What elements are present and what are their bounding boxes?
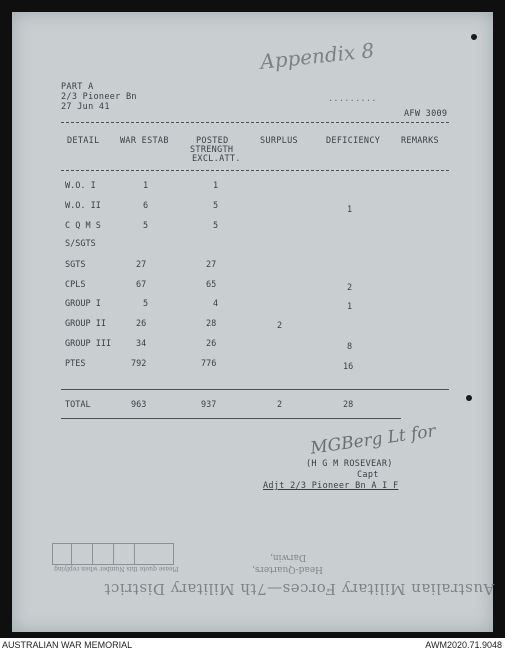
column-header-posted-2: STRENGTH — [190, 145, 234, 155]
signatory-rank: Capt — [357, 470, 379, 480]
total-war-estab: 963 — [131, 400, 147, 410]
total-rule-top — [61, 389, 449, 390]
archive-accession-number: AWM2020.71.9048 — [425, 640, 502, 650]
cell-deficiency: 2 — [347, 283, 353, 293]
table-row — [12, 201, 493, 213]
cell-posted: 5 — [213, 201, 219, 211]
unit-name: 2/3 Pioneer Bn — [61, 92, 137, 102]
table-row — [12, 359, 493, 371]
table-row — [12, 239, 493, 251]
reverse-number-boxes — [52, 543, 174, 565]
cell-deficiency: 1 — [347, 302, 353, 312]
column-header-deficiency: DEFICIENCY — [326, 136, 381, 146]
part-label: PART A — [61, 82, 94, 92]
cell-detail: W.O. II — [65, 201, 101, 211]
cell-posted: 4 — [213, 299, 219, 309]
cell-war-estab: 67 — [136, 280, 147, 290]
cell-war-estab: 1 — [143, 181, 149, 191]
reverse-print-small: Please quote this Number when replying — [54, 565, 179, 572]
cell-surplus: 2 — [277, 321, 283, 331]
table-row — [12, 280, 493, 292]
signatory-name: (H G M ROSEVEAR) — [306, 459, 393, 469]
total-row — [12, 400, 493, 412]
document-date: 27 Jun 41 — [61, 102, 110, 112]
cell-war-estab: 34 — [136, 339, 147, 349]
document-page — [12, 12, 493, 632]
table-row — [12, 299, 493, 311]
cell-war-estab: 6 — [143, 201, 149, 211]
cell-war-estab: 792 — [131, 359, 147, 369]
cell-posted: 27 — [206, 260, 217, 270]
cell-posted: 1 — [213, 181, 219, 191]
cell-detail: PTES — [65, 359, 86, 369]
cell-detail: GROUP I — [65, 299, 101, 309]
table-row — [12, 221, 493, 233]
signatory-role: Adjt 2/3 Pioneer Bn A I F — [263, 481, 399, 491]
reverse-print-city: Darwin, — [270, 552, 307, 562]
table-row — [12, 319, 493, 331]
cell-deficiency: 1 — [347, 205, 353, 215]
cell-war-estab: 27 — [136, 260, 147, 270]
table-row — [12, 181, 493, 193]
column-header-surplus: SURPLUS — [260, 136, 298, 146]
table-row — [12, 339, 493, 351]
cell-war-estab: 26 — [136, 319, 147, 329]
cell-detail: W.O. I — [65, 181, 96, 191]
dotted-leader: ......... — [328, 94, 377, 104]
column-header-remarks: REMARKS — [401, 136, 439, 146]
cell-detail: GROUP II — [65, 319, 106, 329]
cell-posted: 26 — [206, 339, 217, 349]
total-deficiency: 28 — [343, 400, 354, 410]
cell-deficiency: 16 — [343, 362, 354, 372]
cell-deficiency: 8 — [347, 342, 353, 352]
header-rule-top — [61, 122, 449, 123]
signature: MGBerg Lt for — [309, 421, 437, 459]
total-surplus: 2 — [277, 400, 283, 410]
column-header-posted-1: POSTED — [196, 136, 229, 146]
total-rule-bottom — [61, 418, 401, 419]
handwritten-title: Appendix 8 — [259, 38, 376, 74]
archive-name: AUSTRALIAN WAR MEMORIAL — [2, 640, 133, 650]
reverse-print-hq: Head-Quarters, — [252, 564, 323, 574]
total-posted: 937 — [201, 400, 217, 410]
form-number: AFW 3009 — [404, 109, 448, 119]
cell-posted: 5 — [213, 221, 219, 231]
cell-posted: 776 — [201, 359, 217, 369]
column-header-war-estab: WAR ESTAB — [120, 136, 169, 146]
column-header-posted-3: EXCL.ATT. — [192, 154, 241, 164]
cell-war-estab: 5 — [143, 221, 149, 231]
cell-detail: GROUP III — [65, 339, 112, 349]
total-label: TOTAL — [65, 400, 91, 410]
header-rule-bottom — [61, 170, 449, 171]
cell-detail: CPLS — [65, 280, 86, 290]
cell-detail: S/SGTS — [65, 239, 96, 249]
cell-detail: C Q M S — [65, 221, 101, 231]
cell-detail: SGTS — [65, 260, 86, 270]
table-row — [12, 260, 493, 272]
cell-war-estab: 5 — [143, 299, 149, 309]
cell-posted: 65 — [206, 280, 217, 290]
column-header-detail: DETAIL — [67, 136, 100, 146]
reverse-print-heading: Australian Military Forces—7th Military District — [104, 580, 495, 598]
punch-hole — [471, 34, 477, 40]
archive-footer — [0, 638, 505, 653]
cell-posted: 28 — [206, 319, 217, 329]
